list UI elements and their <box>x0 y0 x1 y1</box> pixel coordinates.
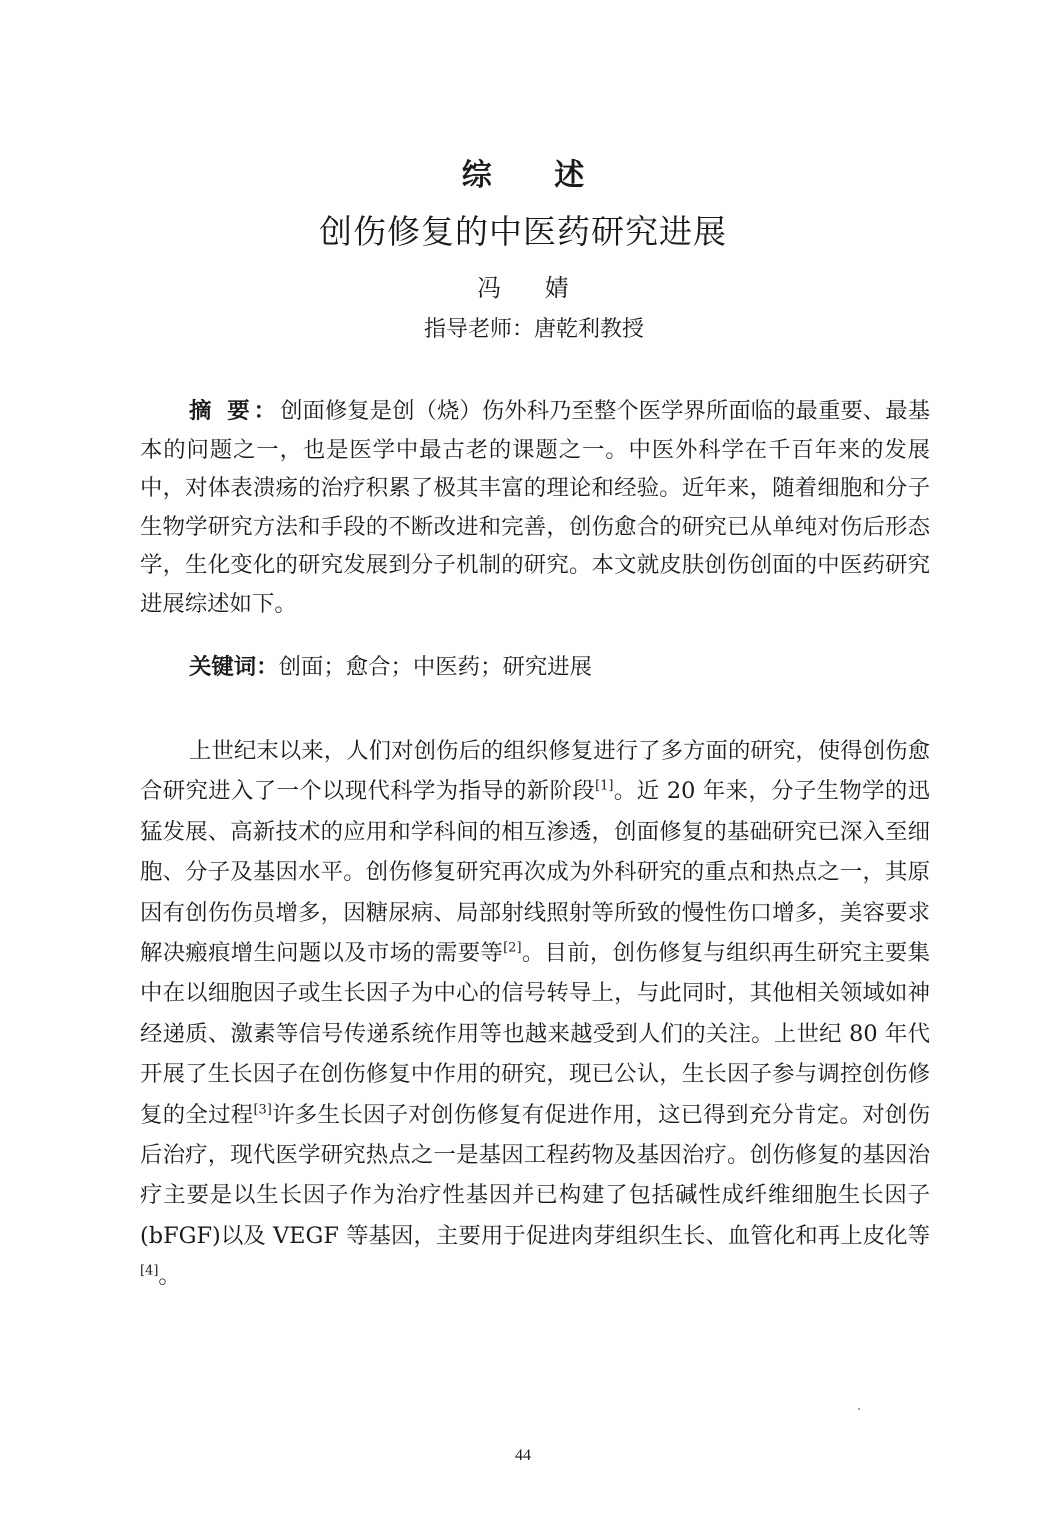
author-name: 冯 婧 <box>477 274 587 302</box>
keywords-text: 创面；愈合；中医药；研究进展 <box>278 654 593 680</box>
abstract-text: 创面修复是创（烧）伤外科乃至整个医学界所面临的最重要、最基本的问题之一，也是医学中最古老的课题之一。中医外科学在千百年来的发展中，对体表溃疡的治疗积累了极其丰富的理论和经验。近年来，随着细胞和分子生物学研究方法和手段的不断改进和完善，创伤愈合的研究已从单纯对伤后形态学，生化变化的研究发展到分子机制的研究。本文就皮肤创伤创面的中医药研究进展综述如下。 <box>140 398 931 617</box>
citation-ref: [4] <box>140 1263 159 1279</box>
citation-ref: [1] <box>595 778 614 794</box>
keywords-line <box>189 648 929 686</box>
body-text-segment: 上世纪末以来，人们对创伤后的组织修复进行了多方面的研究，使得创伤愈合研究进入了一个以现代科学为指导的新阶段 <box>140 738 930 805</box>
scan-artifact <box>858 1408 860 1410</box>
citation-ref: [2] <box>503 940 522 956</box>
advisor-line: 指导老师：唐乾利教授 <box>423 317 644 342</box>
keywords-label: 关键词： <box>189 654 279 680</box>
page-number: 44 <box>515 1447 531 1464</box>
body-text-segment: 。 <box>158 1263 181 1290</box>
abstract-label: 摘 要： <box>189 398 281 424</box>
body-text-segment: 。近 20 年来，分子生物学的迅猛发展、高新技术的应用和学科间的相互渗透，创面修复的基础研究已深入至细胞、分子及基因水平。创伤修复研究再次成为外科研究的重点和热点之一，其原因有创伤伤员增多，因糖尿病、局部射线照射等所致的慢性伤口增多，美容要求解决瘢痕增生问题以及市场的需要等 <box>140 778 930 967</box>
body-text-segment: 。目前，创伤修复与组织再生研究主要集中在以细胞因子或生长因子为中心的信号转导上，与此同时，其他相关领域如神经递质、激素等信号传递系统作用等也越来越受到人们的关注。上世纪 80 年代开展了生长因子在创伤修复中作用的研究，现已公认，生长因子参与调控创伤修复的全过程 <box>140 940 931 1128</box>
section-title: 综 述 <box>461 158 611 193</box>
citation-ref: [3] <box>253 1102 272 1118</box>
body-paragraph <box>140 731 930 1297</box>
abstract-paragraph <box>140 392 930 623</box>
paper-title: 创伤修复的中医药研究进展 <box>319 212 727 251</box>
body-text-segment: 许多生长因子对创伤修复有促进作用，这已得到充分肯定。对创伤后治疗，现代医学研究热点之一是基因工程药物及基因治疗。创伤修复的基因治疗主要是以生长因子作为治疗性基因并已构建了包括碱性成纤维细胞生长因子(bFGF)以及 VEGF 等基因，主要用于促进肉芽组织生长、血管化和再上皮化等 <box>140 1101 931 1249</box>
